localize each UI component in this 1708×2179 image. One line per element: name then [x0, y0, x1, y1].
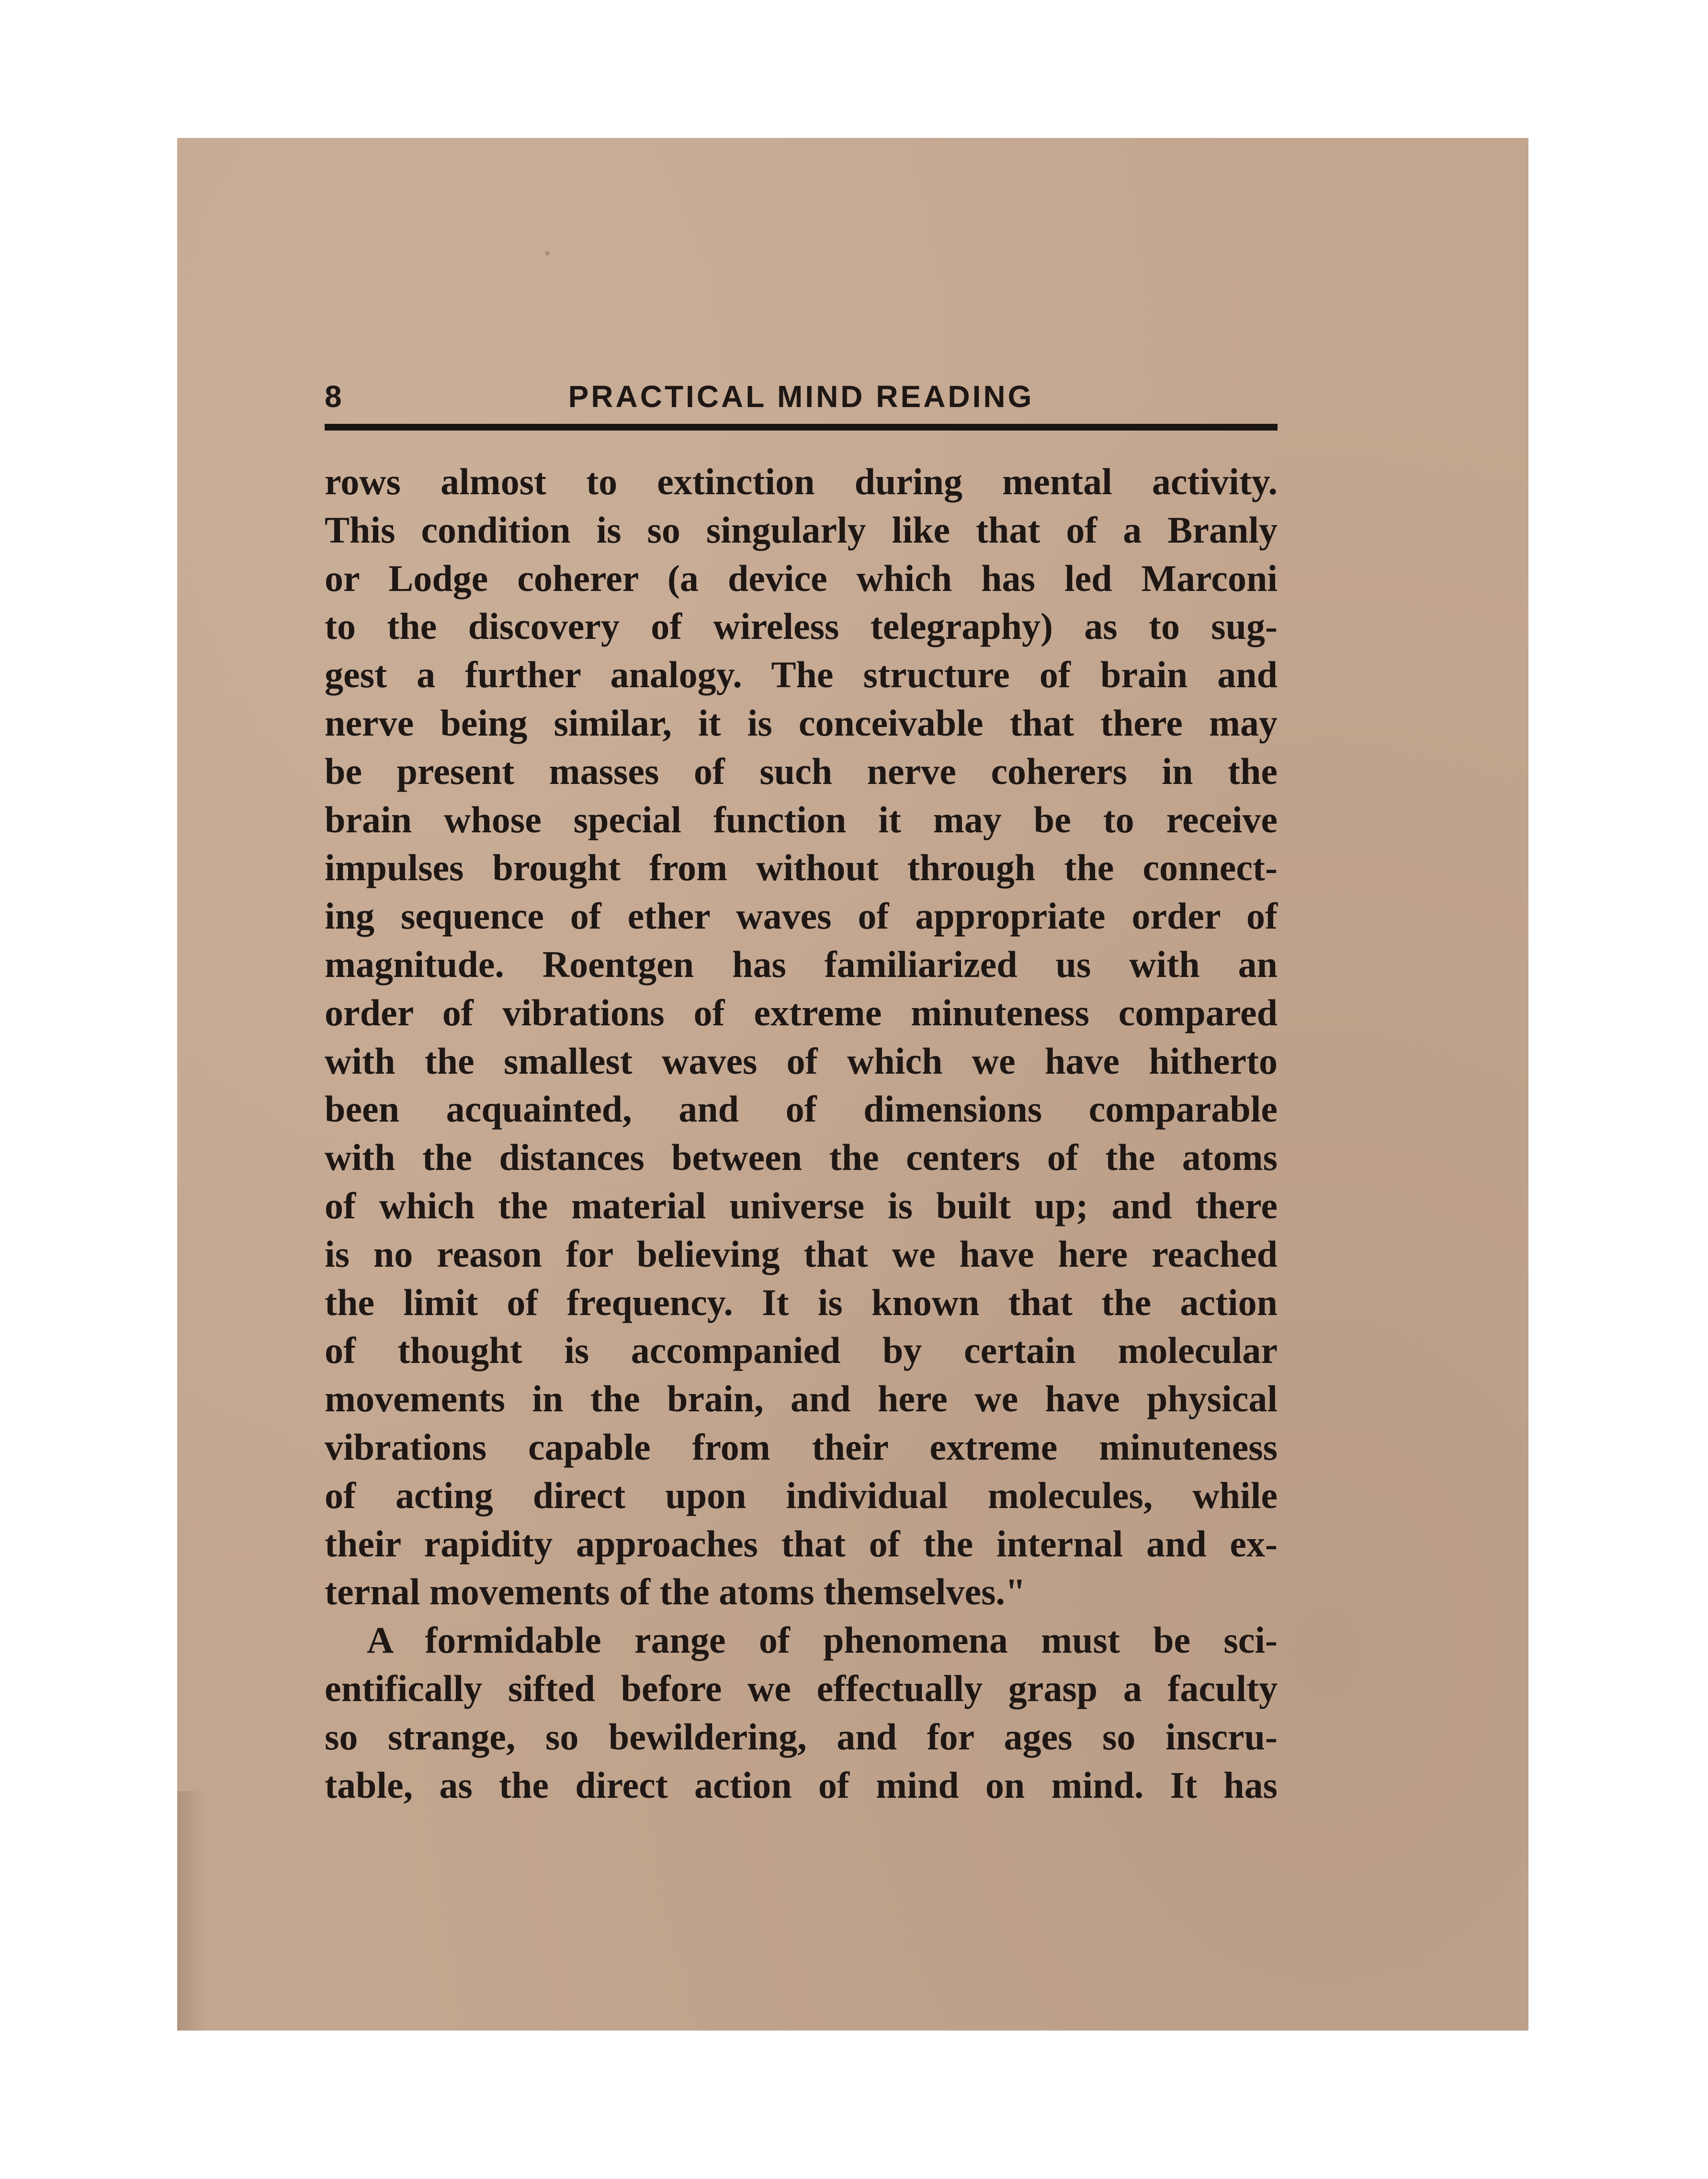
text-line: ing sequence of ether waves of appropriate order of	[325, 895, 1278, 937]
text-line: movements in the brain, and here we have physical	[325, 1378, 1278, 1420]
text-line: ternal movements of the atoms themselves."	[325, 1571, 1026, 1613]
text-line: been acquainted, and of dimensions comparable	[325, 1088, 1278, 1130]
text-line: impulses brought from without through the connect-	[325, 847, 1278, 889]
text-line: to the discovery of wireless telegraphy) as to sug-	[325, 605, 1278, 647]
page-number: 8	[325, 379, 342, 414]
text-line: entifically sifted before we effectually grasp a faculty	[325, 1667, 1278, 1709]
text-line: vibrations capable from their extreme minuteness	[325, 1426, 1278, 1468]
body-text	[325, 458, 1278, 1809]
text-line: nerve being similar, it is conceivable that there may	[325, 702, 1278, 744]
page-shadow	[177, 1791, 206, 2031]
text-line: be present masses of such nerve coherers in the	[325, 750, 1278, 792]
text-line: is no reason for believing that we have here reached	[325, 1233, 1278, 1275]
text-line: of acting direct upon individual molecules, while	[325, 1474, 1278, 1516]
text-line: rows almost to extinction during mental activity.	[325, 461, 1278, 502]
text-line: with the smallest waves of which we have hitherto	[325, 1040, 1278, 1082]
header-rule	[325, 424, 1278, 431]
text-line: the limit of frequency. It is known that the action	[325, 1281, 1278, 1323]
page-header	[325, 377, 1278, 416]
text-line: magnitude. Roentgen has familiarized us with an	[325, 943, 1278, 985]
text-line: This condition is so singularly like that of a Branly	[325, 509, 1278, 551]
text-line: gest a further analogy. The structure of brain and	[325, 654, 1278, 696]
text-line: their rapidity approaches that of the internal and ex-	[325, 1522, 1278, 1565]
text-line: of thought is accompanied by certain molecular	[325, 1329, 1278, 1372]
text-line: or Lodge coherer (a device which has led Marconi	[325, 557, 1278, 599]
running-title: PRACTICAL MIND READING	[568, 379, 1034, 414]
text-line: table, as the direct action of mind on mind. It has	[325, 1764, 1278, 1806]
text-line: brain whose special function it may be to receive	[325, 798, 1278, 840]
text-line: of which the material universe is built up; and there	[325, 1184, 1278, 1226]
paper-speck	[545, 251, 550, 256]
text-line: so strange, so bewildering, and for ages so inscru-	[325, 1715, 1278, 1758]
text-line: with the distances between the centers of the atoms	[325, 1136, 1278, 1179]
text-line: A formidable range of phenomena must be sci-	[367, 1619, 1278, 1661]
text-line: order of vibrations of extreme minuteness compared	[325, 991, 1278, 1033]
book-page	[177, 138, 1528, 2031]
